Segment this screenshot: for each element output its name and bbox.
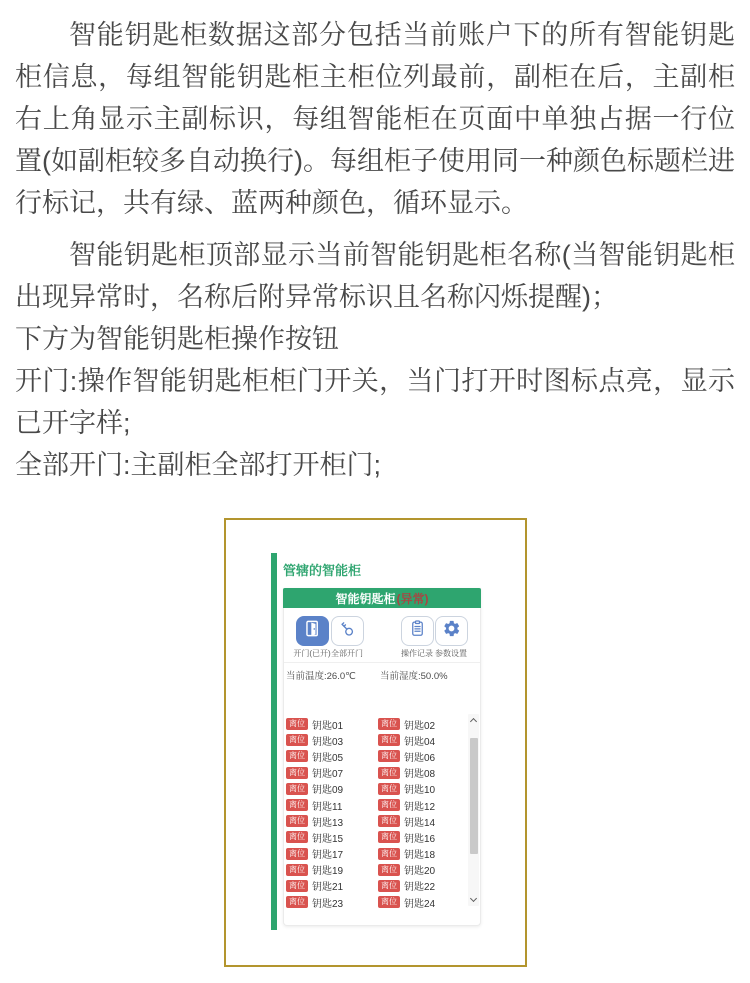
key-status-badge: 离位 <box>378 880 400 892</box>
key-item <box>286 765 378 780</box>
key-status-badge: 离位 <box>378 767 400 779</box>
key-status-badge: 离位 <box>286 815 308 827</box>
cabinet-name: 智能钥匙柜 <box>335 591 396 606</box>
cabinet-header <box>283 588 481 608</box>
key-status-badge: 离位 <box>286 783 308 795</box>
key-status-badge: 离位 <box>378 750 400 762</box>
key-name: 钥匙06 <box>404 752 436 764</box>
scrollbar[interactable] <box>468 714 479 906</box>
key-status-badge: 离位 <box>286 831 308 843</box>
green-accent-stripe <box>271 553 277 930</box>
key-status-badge: 离位 <box>378 831 400 843</box>
document-text <box>15 14 735 486</box>
key-status-badge: 离位 <box>378 783 400 795</box>
key-name: 钥匙19 <box>312 866 344 878</box>
key-item <box>378 765 466 780</box>
key-item <box>378 878 466 893</box>
key-name: 钥匙17 <box>312 850 344 862</box>
key-status-badge: 离位 <box>378 718 400 730</box>
key-status-badge: 离位 <box>378 896 400 908</box>
key-status-badge: 离位 <box>286 848 308 860</box>
key-item <box>378 717 466 732</box>
embedded-screenshot-frame <box>224 518 527 967</box>
key-status-badge: 离位 <box>286 896 308 908</box>
key-name: 钥匙07 <box>312 769 344 781</box>
key-item <box>286 733 378 748</box>
key-name: 钥匙20 <box>404 866 436 878</box>
key-name: 钥匙10 <box>404 785 436 797</box>
key-status-badge: 离位 <box>378 848 400 860</box>
key-status-badge: 离位 <box>378 734 400 746</box>
key-name: 钥匙16 <box>404 833 436 845</box>
door-open-icon <box>303 619 322 643</box>
temperature-value: 当前温度:26.0℃ <box>286 671 356 682</box>
key-name: 钥匙12 <box>404 801 436 813</box>
key-name: 钥匙03 <box>312 736 344 748</box>
key-status-badge: 离位 <box>286 734 308 746</box>
settings-button-label: 参数设置 <box>435 649 467 658</box>
key-item <box>378 846 466 861</box>
key-grid <box>286 716 466 910</box>
key-name: 钥匙14 <box>404 817 436 829</box>
open-all-button-group <box>325 616 369 659</box>
key-name: 钥匙24 <box>404 898 436 910</box>
key-status-badge: 离位 <box>286 718 308 730</box>
scroll-up-icon[interactable] <box>469 718 476 725</box>
key-item <box>286 749 378 764</box>
key-status-badge: 离位 <box>286 767 308 779</box>
key-item <box>286 781 378 796</box>
key-item <box>286 717 378 732</box>
key-name: 钥匙08 <box>404 769 436 781</box>
settings-button[interactable] <box>435 616 468 646</box>
key-item <box>378 798 466 813</box>
open-door-button-label: 开门(已开) <box>293 649 331 658</box>
key-item <box>286 895 378 910</box>
abnormal-flag: (异常) <box>396 591 429 606</box>
key-name: 钥匙23 <box>312 898 344 910</box>
key-item <box>378 733 466 748</box>
key-item <box>286 798 378 813</box>
key-icon <box>338 619 357 643</box>
page-title: 管辖的智能柜 <box>283 563 362 578</box>
humidity-value: 当前湿度:50.0% <box>380 671 448 682</box>
key-status-badge: 离位 <box>286 750 308 762</box>
records-icon <box>408 619 427 643</box>
paragraph-cabinet-name: 智能钥匙柜顶部显示当前智能钥匙柜名称(当智能钥匙柜出现异常时，名称后附异常标识且名称闪烁提醒)； <box>15 240 735 312</box>
key-status-badge: 离位 <box>286 799 308 811</box>
key-name: 钥匙21 <box>312 882 344 894</box>
open-all-button-label: 全部开门 <box>331 649 363 658</box>
cabinet-card <box>283 588 481 926</box>
key-name: 钥匙02 <box>404 720 436 732</box>
key-item <box>286 862 378 877</box>
key-status-badge: 离位 <box>378 815 400 827</box>
scrollbar-thumb[interactable] <box>470 738 478 854</box>
paragraph-open-door: 开门:操作智能钥匙柜柜门开关，当门打开时图标点亮，显示已开字样; <box>15 366 735 438</box>
key-status-badge: 离位 <box>378 799 400 811</box>
key-item <box>286 814 378 829</box>
divider <box>284 662 480 663</box>
key-item <box>286 830 378 845</box>
key-item <box>378 781 466 796</box>
key-name: 钥匙22 <box>404 882 436 894</box>
key-name: 钥匙11 <box>312 801 343 813</box>
key-item <box>286 878 378 893</box>
settings-icon <box>442 619 461 643</box>
settings-button-group <box>429 616 473 659</box>
key-item <box>378 895 466 910</box>
key-name: 钥匙05 <box>312 752 344 764</box>
open-door-button[interactable] <box>296 616 329 646</box>
key-status-badge: 离位 <box>378 864 400 876</box>
key-status-badge: 离位 <box>286 880 308 892</box>
key-item <box>378 830 466 845</box>
key-item <box>286 846 378 861</box>
paragraph-buttons-intro: 下方为智能钥匙柜操作按钮 <box>15 324 339 354</box>
key-status-badge: 离位 <box>286 864 308 876</box>
scroll-down-icon[interactable] <box>469 895 476 902</box>
key-name: 钥匙15 <box>312 833 344 845</box>
key-name: 钥匙13 <box>312 817 344 829</box>
paragraph-overview: 智能钥匙柜数据这部分包括当前账户下的所有智能钥匙柜信息，每组智能钥匙柜主柜位列最前，副柜在后，主副柜右上角显示主副标识，每组智能柜在页面中单独占据一行位置(如副柜较多自动换行)。每组柜子使用同一种颜色标题栏进行标记，共有绿、蓝两种颜色，循环显示。 <box>15 20 735 218</box>
open-all-button[interactable] <box>331 616 364 646</box>
key-item <box>378 814 466 829</box>
key-name: 钥匙09 <box>312 785 344 797</box>
records-button-label: 操作记录 <box>401 649 433 658</box>
key-name: 钥匙04 <box>404 736 436 748</box>
key-item <box>378 862 466 877</box>
paragraph-open-all: 全部开门:主副柜全部打开柜门; <box>15 450 382 480</box>
key-item <box>378 749 466 764</box>
key-name: 钥匙18 <box>404 850 436 862</box>
key-name: 钥匙01 <box>312 720 344 732</box>
